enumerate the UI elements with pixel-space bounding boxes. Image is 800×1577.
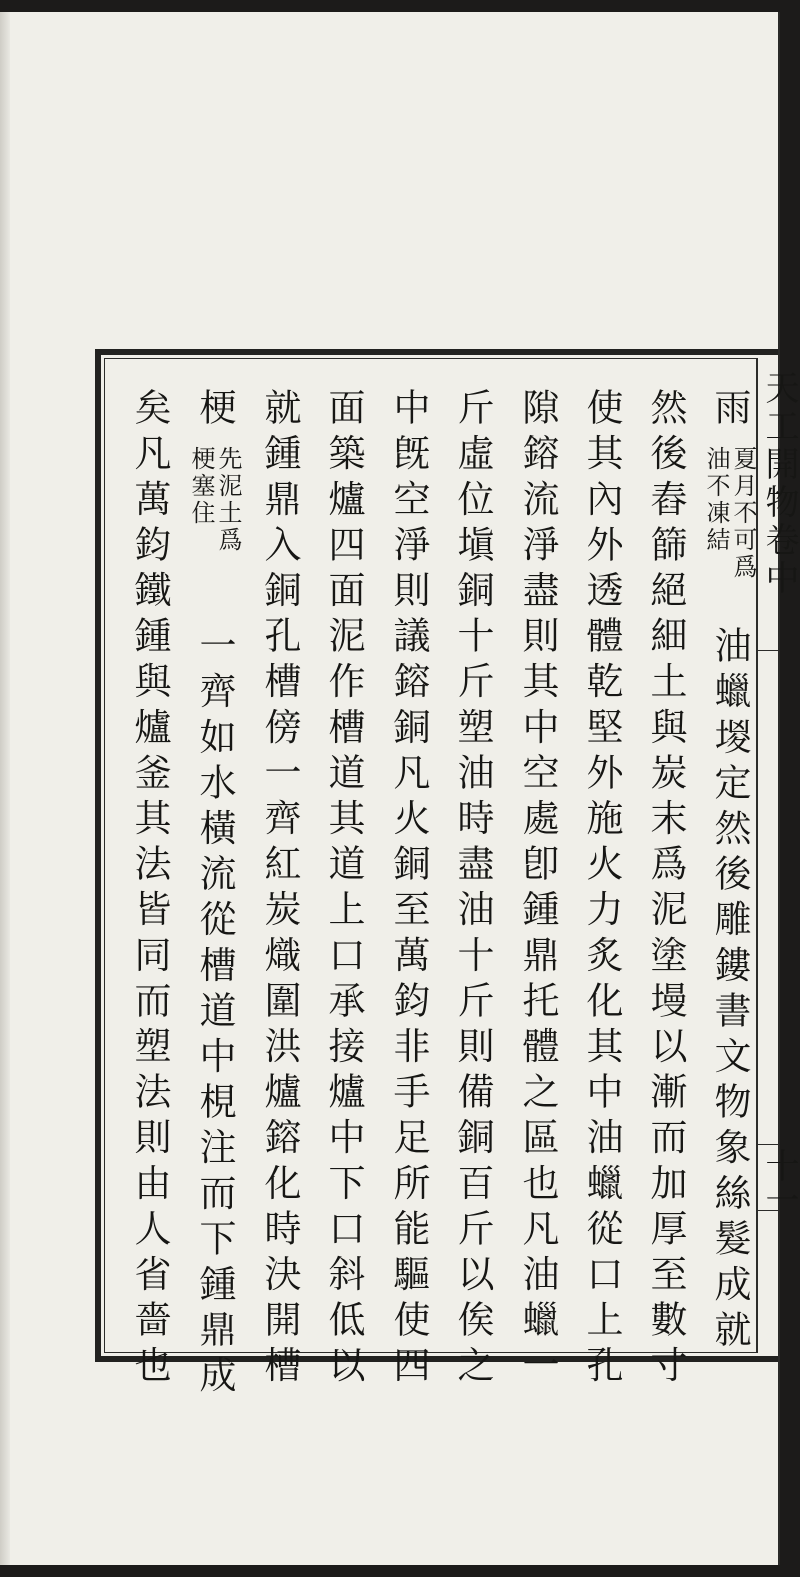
column-lead-char: 雨 <box>708 388 751 434</box>
text-column-6: 中旣空淨則議鎔銅凡火銅至萬鈞非手足所能驅使四 <box>387 388 430 1392</box>
text-column-9-cont: 一齊如水橫流從槽道中梘注而下鍾鼎成 <box>193 626 236 1402</box>
text-column-4: 隙鎔流淨盡則其中空處卽鍾鼎托體之區也凡油蠟一 <box>516 388 559 1392</box>
text-column-8: 就鍾鼎入銅孔槽傍一齊紅炭熾圍洪爐鎔化時決開槽 <box>258 388 301 1392</box>
text-column-10: 矣凡萬鈞鐵鍾與爐釜其法皆同而塑法則由人省嗇也 <box>128 388 171 1392</box>
folio-rule-bottom <box>758 1210 779 1211</box>
text-column-7: 面築爐四面泥作槽道其道上口承接爐中下口斜低以 <box>322 388 365 1392</box>
text-column-5: 斤虛位塡銅十斤塑油時盡油十斤則備銅百斤以俟之 <box>451 388 494 1392</box>
folio-number: 十一 <box>759 1148 799 1216</box>
note-left-line: 梗塞住 <box>187 446 215 527</box>
book-title: 天工開物卷中 <box>759 370 799 598</box>
header-rule <box>758 650 779 651</box>
note-left-line: 油不凍結 <box>702 446 730 554</box>
margin-header <box>757 358 799 1353</box>
text-column-3: 使其內外透體乾堅外施火力炙化其中油蠟從口上孔 <box>580 388 623 1392</box>
page-fold-edge <box>0 12 10 1565</box>
folio-rule-top <box>758 1144 779 1145</box>
note-right-line: 先泥土爲 <box>214 446 242 554</box>
column-lead-char: 梗 <box>193 388 236 434</box>
text-column-1-cont: 油蠟堫定然後雕鏤書文物象絲髮成就 <box>708 626 751 1356</box>
note-right-line: 夏月不可爲 <box>729 446 757 581</box>
text-column-2: 然後舂篩絕細土與炭末爲泥塗墁以漸而加厚至數寸 <box>644 388 687 1392</box>
